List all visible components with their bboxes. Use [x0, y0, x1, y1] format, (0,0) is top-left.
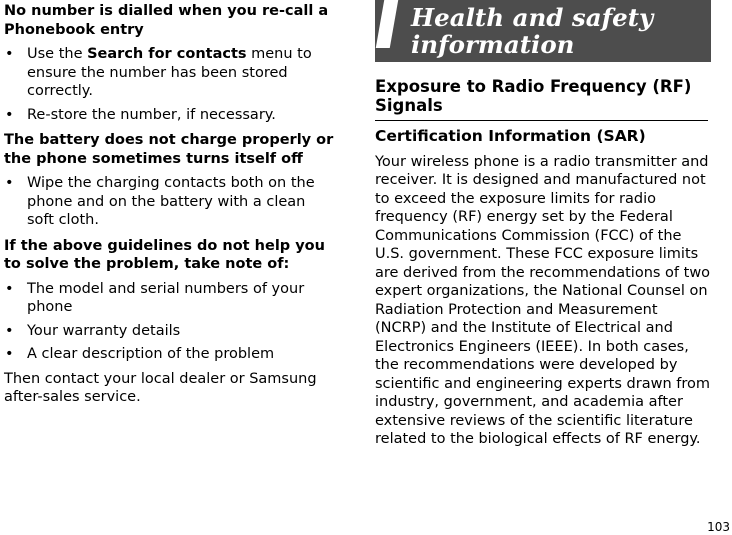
bullet-text: Your warranty details	[27, 322, 181, 339]
bullet-text: Re-store the number, if necessary.	[27, 106, 276, 123]
list-item	[4, 106, 334, 125]
heading-rf-exposure: Exposure to Radio Frequency (RF) Signals	[375, 77, 692, 115]
bullet-list-battery	[4, 174, 334, 230]
bullet-text: A clear description of the problem	[27, 346, 275, 362]
sar-body-paragraph: Your wireless phone is a radio transmitter and receiver. It is designed and manufactured not to exceed the exposure limits for radio frequency (RF) energy set by the Federal Communications Commission (FCC) of the U.S. government. These FCC exposure limits are derived from the recommendations of two expert organizations, the National Counsel on Radiation Protection and Measurement (NCRP) and the Institute of Electrical and Electronics Engineers (IEEE). In both cases, the recommendations were developed by scientific and engineering experts drawn from industry, government, and academia after extensive reviews of the scientific literature related to the biological effects of RF energy.	[375, 153, 711, 447]
heading-sar-certification: Certification Information (SAR)	[375, 127, 646, 145]
search-for-contacts-menu-name: Search for contacts	[87, 46, 247, 62]
banner-stripe-decoration	[376, 0, 398, 48]
bullet-text: The model and serial numbers of your phone	[27, 280, 305, 315]
heading-battery-not-charging: The battery does not charge properly or the phone sometimes turns itself off	[4, 132, 334, 167]
bullet-text-prefix: Use the	[27, 46, 88, 62]
section-banner	[375, 0, 711, 62]
list-item	[4, 174, 334, 230]
bullet-list-no-number	[4, 45, 334, 124]
page-number: 103	[707, 520, 730, 534]
left-column	[4, 2, 334, 407]
bullet-list-take-note	[4, 280, 334, 364]
bullet-text-suffix: menu to ensure the number has been stored correctly.	[27, 46, 312, 99]
list-item	[4, 280, 334, 317]
banner-title: Health and safety information	[411, 3, 654, 59]
closing-paragraph: Then contact your local dealer or Samsung after-sales service.	[4, 370, 317, 405]
list-item	[4, 45, 334, 101]
heading-no-number-dialled: No number is dialled when you re-call a Phonebook entry	[4, 3, 329, 38]
list-item	[4, 345, 334, 364]
right-column	[375, 0, 711, 449]
heading-guidelines-not-help: If the above guidelines do not help you to solve the problem, take note of:	[4, 237, 325, 272]
list-item	[4, 322, 334, 341]
bullet-text: Wipe the charging contacts both on the phone and on the battery with a clean soft cloth.	[27, 175, 315, 228]
heading-divider	[375, 120, 708, 121]
